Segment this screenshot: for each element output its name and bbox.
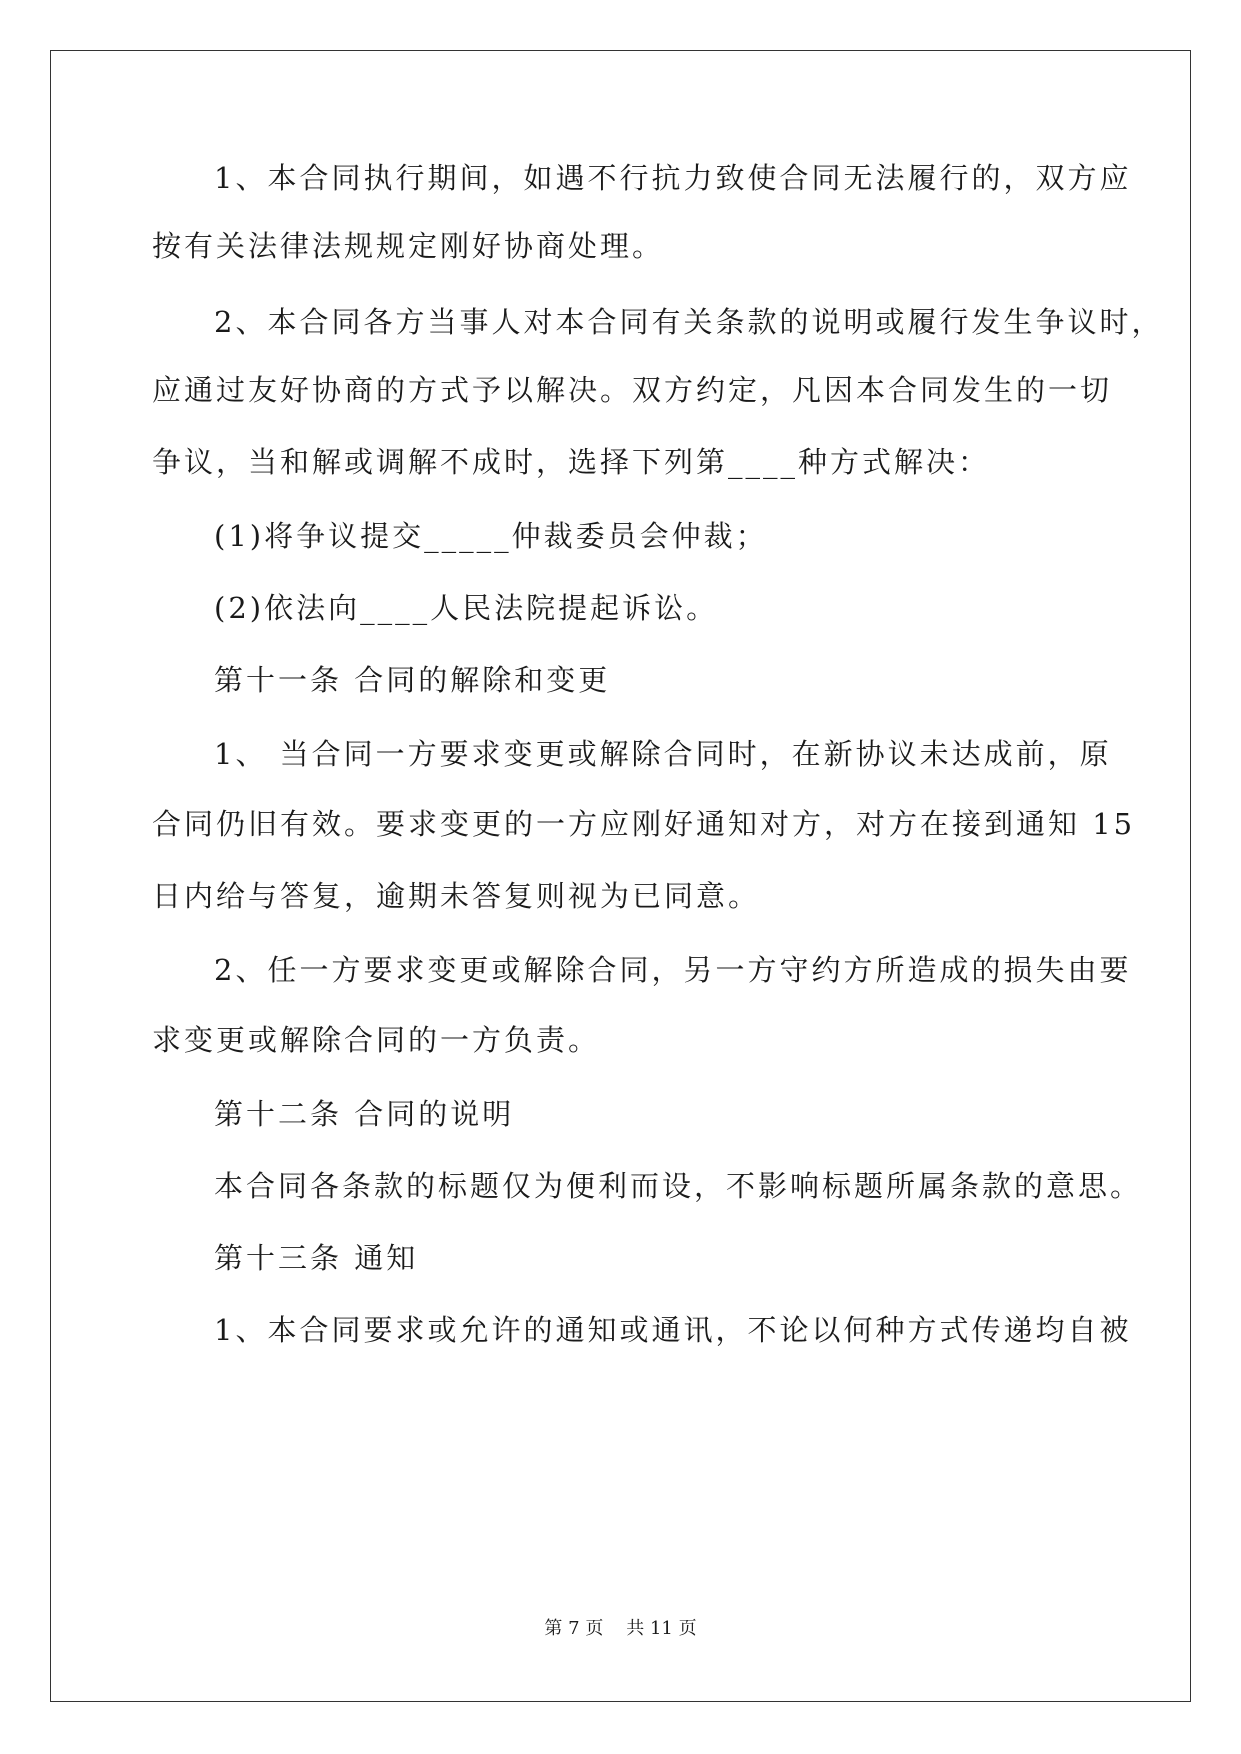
paragraph-line: 应通过友好协商的方式予以解决。双方约定，凡因本合同发生的一切 (152, 373, 1113, 407)
paragraph-line: 1、本合同要求或允许的通知或通讯，不论以何种方式传递均自被 (214, 1313, 1132, 1347)
page-footer (0, 1617, 1241, 1641)
page-total: 共 11 页 (626, 1618, 697, 1639)
page-number: 第 7 页 (544, 1618, 604, 1639)
paragraph-line: 合同仍旧有效。要求变更的一方应刚好通知对方，对方在接到通知 15 (152, 807, 1136, 841)
paragraph-line: (1)将争议提交_____仲裁委员会仲裁； (214, 519, 768, 553)
page-frame (50, 50, 1191, 1702)
section-heading: 第十三条 通知 (214, 1241, 419, 1275)
paragraph-line: 本合同各条款的标题仅为便利而设，不影响标题所属条款的意思。 (214, 1169, 1143, 1203)
paragraph-line: 2、任一方要求变更或解除合同，另一方守约方所造成的损失由要 (214, 953, 1132, 987)
paragraph-line: 1、 当合同一方要求变更或解除合同时，在新协议未达成前，原 (214, 737, 1112, 771)
section-heading: 第十二条 合同的说明 (214, 1097, 515, 1131)
paragraph-line: 争议，当和解或调解不成时，选择下列第____种方式解决： (152, 445, 991, 479)
paragraph-line: 按有关法律法规规定刚好协商处理。 (152, 229, 665, 263)
paragraph-line: 1、本合同执行期间，如遇不行抗力致使合同无法履行的，双方应 (214, 161, 1132, 195)
paragraph-line: (2)依法向____人民法院提起诉讼。 (214, 591, 719, 625)
section-heading: 第十一条 合同的解除和变更 (214, 663, 611, 697)
paragraph-line: 日内给与答复，逾期未答复则视为已同意。 (152, 879, 761, 913)
paragraph-line: 求变更或解除合同的一方负责。 (152, 1023, 601, 1057)
paragraph-line: 2、本合同各方当事人对本合同有关条款的说明或履行发生争议时， (214, 305, 1164, 339)
